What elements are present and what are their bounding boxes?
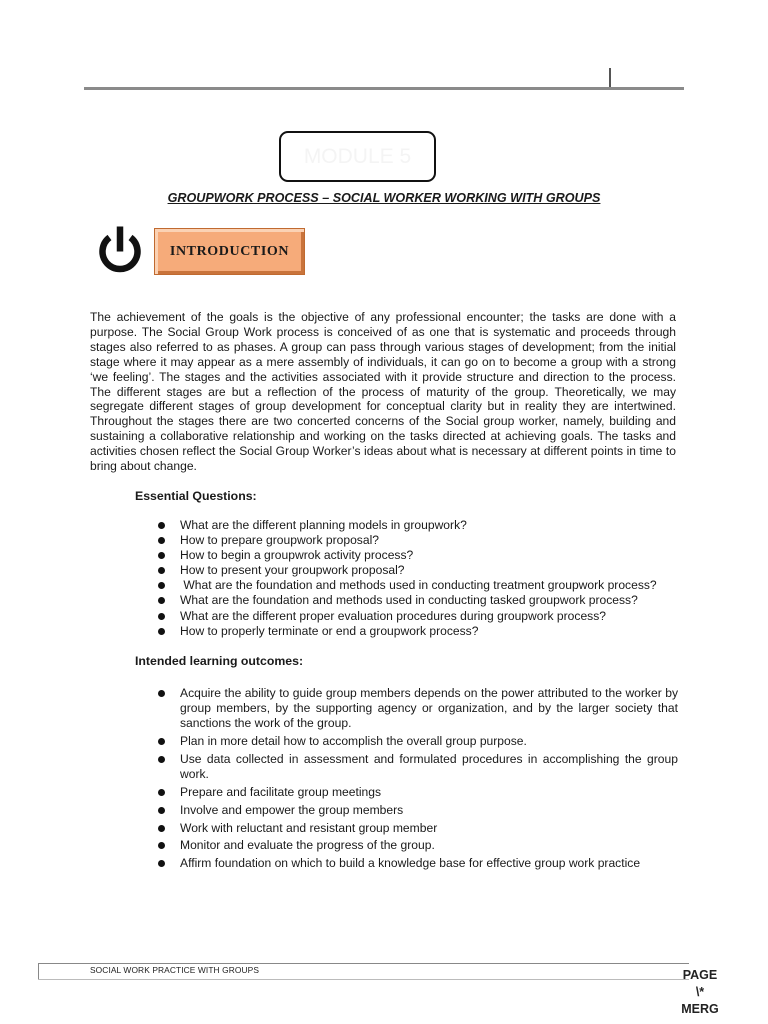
list-item-text: How to begin a groupwrok activity process? [180,548,414,563]
bullet-icon [158,807,165,814]
list-item-text: Prepare and facilitate group meetings [180,785,382,799]
bullet-icon [158,842,165,849]
list-item-text: What are the different planning models in groupwork? [180,518,467,532]
list-item [158,686,678,732]
learning-outcomes-heading: Intended learning outcomes: [135,654,304,668]
bullet-icon [158,582,165,589]
footer-rule-bottom [38,979,689,980]
page-field-line: \* [695,985,705,999]
list-item-text: What are the different proper evaluation procedures during groupwork process? [180,608,606,623]
list-item-text: Work with reluctant and resistant group member [180,820,438,835]
list-item [158,518,678,533]
list-item [158,624,678,639]
list-item [158,838,678,853]
list-item-text: Monitor and evaluate the progress of the group. [180,838,435,853]
list-item [158,563,678,578]
list-item [158,856,678,871]
header-rule-tick [609,68,611,87]
list-item-text: How to properly terminate or end a groupwork process? [180,623,479,638]
page-field-line: MERG [681,1002,719,1016]
document-title: GROUPWORK PROCESS – SOCIAL WORKER WORKING WITH GROUPS [167,191,601,205]
list-item [158,803,678,818]
list-item [158,548,678,563]
module-label-box [279,131,436,182]
bullet-icon [158,789,165,796]
footer-rule [38,963,689,964]
footer-rule-tick [38,963,39,979]
essential-questions-heading: Essential Questions: [135,489,257,503]
essential-questions-list [158,518,678,639]
list-item-text: Acquire the ability to guide group members depends on the power attributed to the worker by group members, by the supporting agency or organization, and by the larger society that sanctions the work of the group. [180,686,678,731]
list-item [158,593,678,608]
list-item-text: Involve and empower the group members [180,802,404,817]
list-item [158,533,678,548]
bullet-icon [158,613,165,620]
list-item-text: How to prepare groupwork proposal? [180,533,379,548]
page-number-field [672,967,728,1018]
list-item [158,785,678,800]
module-label: MODULE 5 [303,144,412,168]
list-item [158,752,678,782]
bullet-icon [158,825,165,832]
introduction-badge [154,228,305,275]
list-item-text: What are the foundation and methods used in conducting treatment groupwork process? [180,578,657,593]
footer-text: SOCIAL WORK PRACTICE WITH GROUPS [90,965,260,975]
bullet-icon [158,522,165,529]
list-item [158,578,678,593]
list-item [158,609,678,624]
bullet-icon [158,628,165,635]
power-icon [95,225,145,275]
page-field-line: PAGE [682,968,718,982]
bullet-icon [158,552,165,559]
bullet-icon [158,597,165,604]
list-item [158,821,678,836]
list-item-text: What are the foundation and methods used in conducting tasked groupwork process? [180,593,638,608]
learning-outcomes-list [158,686,678,874]
bullet-icon [158,537,165,544]
bullet-icon [158,690,165,697]
bullet-icon [158,756,165,763]
list-item-text: Affirm foundation on which to build a knowledge base for effective group work practice [180,856,641,871]
bullet-icon [158,738,165,745]
list-item [158,734,678,749]
header-rule [84,87,684,90]
introduction-label: INTRODUCTION [169,243,290,259]
bullet-icon [158,860,165,867]
introduction-paragraph: The achievement of the goals is the objective of any professional encounter; the tasks are done with a purpose. The Social Group Work process is conceived of as one that is systematic and proceeds through stages also referred to as phases. A group can pass through various stages of development; from the initial stage where it may appear as a mere assembly of individuals, it can go on to become a group with a strong ‘we feeling’. The stages and the activities associated with it provide structure and direction to the process. The different stages are but a reflection of the process of maturity of the group. Theoretically, we may segregate different stages of group development for conceptual clarity but in reality they are intertwined. Throughout the stages there are two concerted concerns of the Social group worker, namely, building and sustaining a collaborative relationship and working on the tasks directed at achieving goals. The tasks and activities chosen reflect the Social Group Worker’s ideas about what is necessary at different points in time to bring about change. [90,310,676,474]
bullet-icon [158,567,165,574]
list-item-text: Plan in more detail how to accomplish the overall group purpose. [180,734,527,749]
list-item-text: How to present your groupwork proposal? [180,563,405,578]
list-item-text: Use data collected in assessment and formulated procedures in accomplishing the group work. [180,752,678,782]
